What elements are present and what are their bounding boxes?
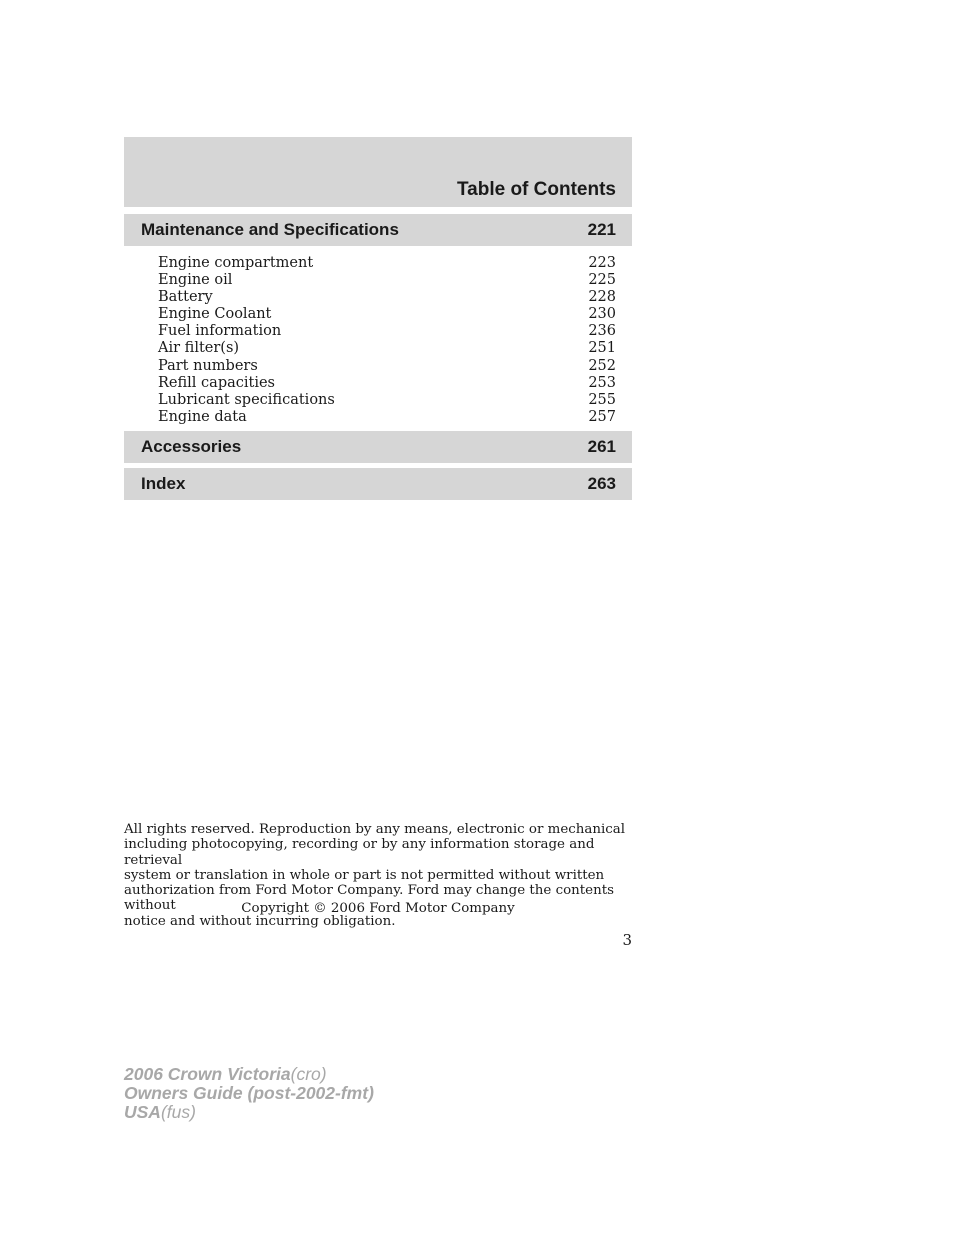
toc-entry[interactable]: [158, 358, 616, 375]
toc-entry-page: 255: [588, 391, 616, 408]
rights-notice-line: system or translation in whole or part is not permitted without written: [124, 867, 605, 883]
toc-section-page: 263: [587, 474, 616, 493]
toc-section-accessories[interactable]: [124, 431, 632, 463]
toc-entry-page: 252: [588, 357, 616, 374]
toc-entry-list: [158, 255, 616, 426]
toc-entry-page: 251: [588, 340, 616, 357]
toc-entry-label: Fuel information: [158, 323, 282, 340]
toc-entry-label: Engine Coolant: [158, 306, 272, 323]
toc-entry-page: 228: [588, 289, 616, 306]
toc-entry-page: 230: [588, 306, 616, 323]
toc-entry-label: Lubricant specifications: [158, 391, 335, 408]
toc-section-label: Maintenance and Specifications: [141, 220, 399, 239]
toc-entry[interactable]: [158, 323, 616, 340]
toc-entry-label: Refill capacities: [158, 374, 275, 391]
toc-entry-label: Engine oil: [158, 272, 233, 289]
toc-entry-page: 225: [588, 272, 616, 289]
rights-notice-line: authorization from Ford Motor Company. Ford may change the contents without: [124, 883, 614, 914]
toc-section-label: Index: [141, 474, 186, 493]
page-number: 3: [622, 931, 632, 949]
rights-notice-line: notice and without incurring obligation.: [124, 913, 396, 929]
toc-section-maintenance[interactable]: [124, 214, 632, 246]
copyright-statement: Copyright © 2006 Ford Motor Company: [241, 901, 515, 916]
footer-guide: Owners Guide (post-2002-fmt): [124, 1083, 374, 1103]
footer-market-code: (fus): [160, 1102, 196, 1122]
toc-section-label: Accessories: [141, 437, 242, 456]
toc-section-page: 221: [587, 220, 616, 239]
document-footer: [124, 1065, 374, 1122]
footer-model-code: (cro): [290, 1064, 327, 1084]
toc-entry-page: 223: [588, 255, 616, 271]
footer-market: USA: [124, 1102, 161, 1122]
toc-section-page: 261: [587, 437, 616, 456]
toc-entry[interactable]: [158, 272, 616, 289]
toc-entry-label: Battery: [158, 289, 213, 306]
footer-line-market: [124, 1103, 374, 1122]
toc-section-index[interactable]: [124, 468, 632, 500]
toc-entry[interactable]: [158, 255, 616, 272]
toc-entry-label: Engine data: [158, 408, 247, 425]
toc-entry[interactable]: [158, 392, 616, 409]
toc-entry[interactable]: [158, 409, 616, 426]
footer-line-model: [124, 1065, 374, 1084]
toc-entry-page: 236: [588, 323, 616, 340]
toc-header-block: [124, 137, 632, 207]
toc-entry[interactable]: [158, 340, 616, 357]
rights-notice-line: All rights reserved. Reproduction by any means, electronic or mechanical: [124, 822, 626, 837]
footer-model: 2006 Crown Victoria: [124, 1064, 291, 1084]
toc-entry-label: Air filter(s): [158, 340, 240, 357]
toc-entry-label: Part numbers: [158, 357, 258, 374]
toc-entry-label: Engine compartment: [158, 255, 314, 271]
toc-entry[interactable]: [158, 375, 616, 392]
rights-notice-line: including photocopying, recording or by any information storage and retrieval: [124, 837, 595, 868]
toc-entry-page: 253: [588, 374, 616, 391]
toc-entry[interactable]: [158, 289, 616, 306]
toc-entry-page: 257: [588, 408, 616, 425]
page-title: Table of Contents: [456, 179, 616, 200]
toc-entry[interactable]: [158, 306, 616, 323]
